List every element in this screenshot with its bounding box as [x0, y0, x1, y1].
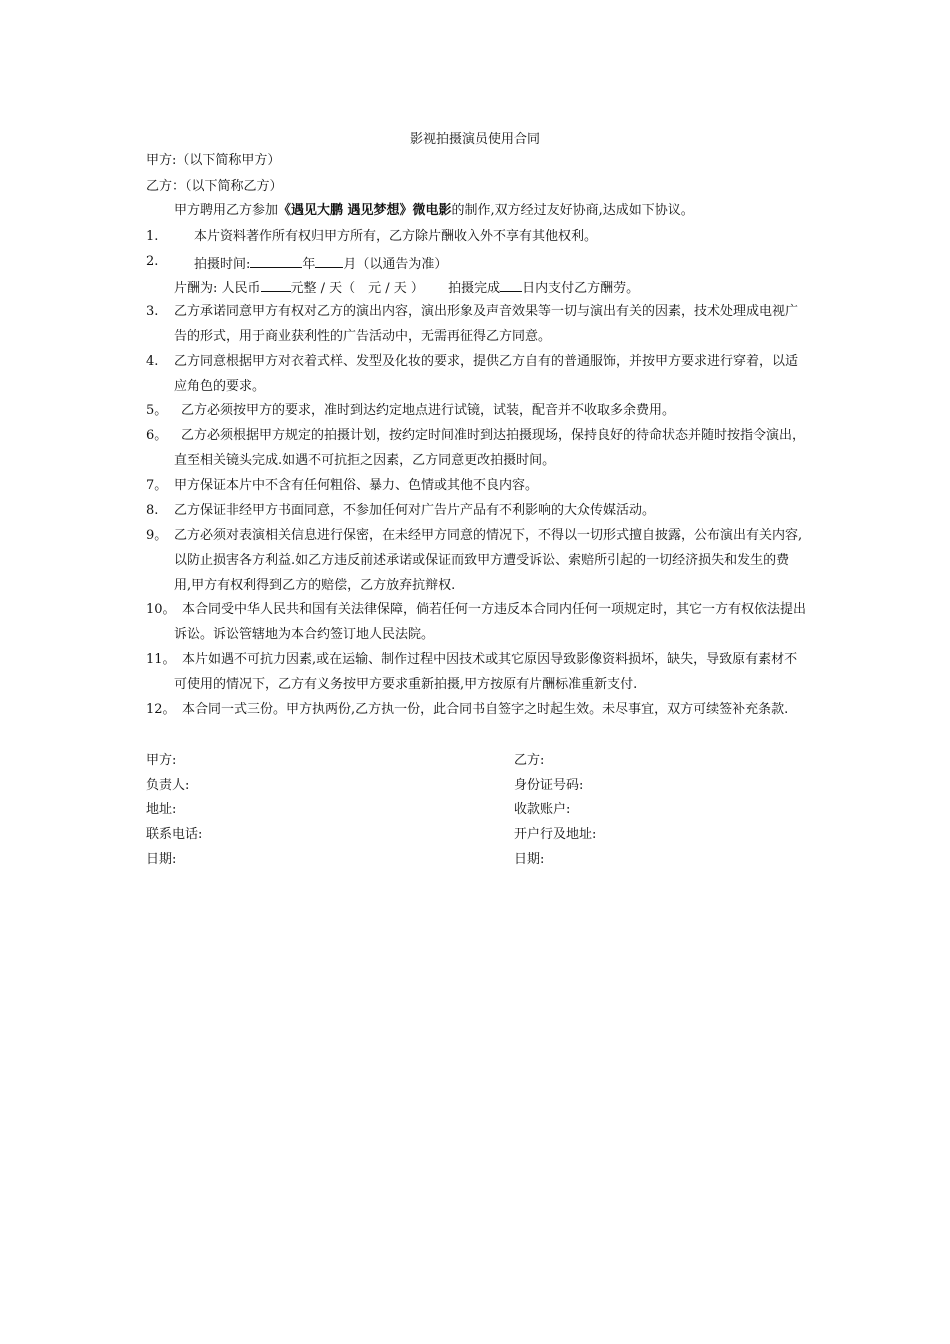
item-number: 6。: [146, 428, 168, 443]
sig-phone: 联系电话:: [146, 827, 203, 842]
fee-line: [174, 277, 639, 298]
intro-after: 的制作,双方经过友好协商,达成如下协议。: [451, 203, 694, 218]
sig-date-a: 日期:: [146, 852, 177, 867]
sig-party-a: 甲方:: [146, 753, 177, 768]
intro-paragraph: [174, 202, 694, 220]
sig-address: 地址:: [146, 802, 177, 817]
item-number: 8.: [146, 503, 159, 518]
item-text: 乙方同意根据甲方对衣着式样、发型及化妆的要求，提供乙方自有的普通服饰，并按甲方要求进行穿着，以适应角色的要求。: [174, 354, 799, 394]
intro-before: 甲方聘用乙方参加: [174, 203, 279, 218]
party-a-line: 甲方:（以下简称甲方）: [146, 153, 281, 168]
item-text: 本片如遇不可抗力因素,或在运输、制作过程中因技术或其它原因导致影像资料损坏，缺失，导致原有素材不可使用的情况下，乙方有义务按甲方要求重新拍摄,甲方按原有片酬标准重新支付.: [174, 652, 798, 692]
item-number: 2.: [146, 254, 159, 269]
item-number: 12。: [146, 702, 176, 717]
party-b-line: 乙方：（以下简称乙方）: [146, 179, 283, 194]
item-text: 乙方保证非经甲方书面同意，不参加任何对广告片产品有不利影响的大众传媒活动。: [174, 503, 656, 518]
fee-blank: [261, 277, 291, 292]
item-number: 5。: [146, 403, 168, 418]
item-number: 9。: [146, 528, 168, 543]
sig-bank-address: 开户行及地址:: [514, 827, 597, 842]
sig-payee-account: 收款账户:: [514, 802, 571, 817]
item-number: 1.: [146, 229, 159, 244]
fee-label: 片酬为: 人民币: [174, 281, 261, 296]
item-number: 3.: [146, 304, 159, 319]
item-text: 本合同一式三份。甲方执两份,乙方执一份，此合同书自签字之时起生效。未尽事宜，双方可续签补充条款.: [182, 702, 789, 717]
year-label: 年: [302, 257, 316, 272]
item-number: 11。: [146, 652, 176, 667]
shoot-time-label: 拍摄时间:: [194, 257, 251, 272]
month-label: 月（以通告为准）: [343, 257, 448, 272]
item-text: 甲方保证本片中不含有任何粗俗、暴力、色情或其他不良内容。: [174, 478, 539, 493]
item-number: 7。: [146, 478, 168, 493]
days-blank: [500, 277, 522, 292]
shoot-time-line: [194, 253, 447, 274]
item-text: 本片资料著作所有权归甲方所有，乙方除片酬收入外不享有其他权利。: [194, 229, 598, 244]
item-number: 4.: [146, 354, 159, 369]
year-blank: [250, 253, 302, 268]
month-blank: [315, 253, 343, 268]
sig-responsible-person: 负责人:: [146, 778, 190, 793]
movie-title: 《遇见大鹏 遇见梦想》微电影: [278, 203, 452, 218]
item-text: 乙方承诺同意甲方有权对乙方的演出内容，演出形象及声音效果等一切与演出有关的因素，技术处理成电视广告的形式，用于商业获利性的广告活动中，无需再征得乙方同意。: [174, 304, 799, 344]
item-text: 乙方必须根据甲方规定的拍摄计划，按约定时间准时到达拍摄现场，保持良好的待命状态并随时按指令演出，直至相关镜头完成.如遇不可抗拒之因素，乙方同意更改拍摄时间。: [174, 428, 806, 468]
item-text: 乙方必须对表演相关信息进行保密，在未经甲方同意的情况下，不得以一切形式擅自披露，公布演出有关内容,以防止损害各方利益.如乙方违反前述承诺或保证而致甲方遭受诉讼、索赔所引起的一切经济损失和发生的费用,甲方有权利得到乙方的赔偿，乙方放弃抗辩权.: [174, 528, 803, 593]
sig-party-b: 乙方:: [514, 753, 545, 768]
sig-id-number: 身份证号码:: [514, 778, 584, 793]
fee-unit: 元整 / 天（ 元 / 天 ）: [290, 281, 424, 296]
item-number: 10。: [146, 602, 176, 617]
item-text: 乙方必须按甲方的要求，准时到达约定地点进行试镜，试装，配音并不收取多余费用。: [181, 403, 676, 418]
pay-before: 拍摄完成: [448, 281, 501, 296]
pay-after: 日内支付乙方酬劳。: [522, 281, 640, 296]
document-title: 影视拍摄演员使用合同: [409, 132, 540, 147]
sig-date-b: 日期:: [514, 852, 545, 867]
item-text: 本合同受中华人民共和国有关法律保障，倘若任何一方违反本合同内任何一项规定时，其它一方有权依法提出诉讼。诉讼管辖地为本合约签订地人民法院。: [174, 602, 807, 642]
